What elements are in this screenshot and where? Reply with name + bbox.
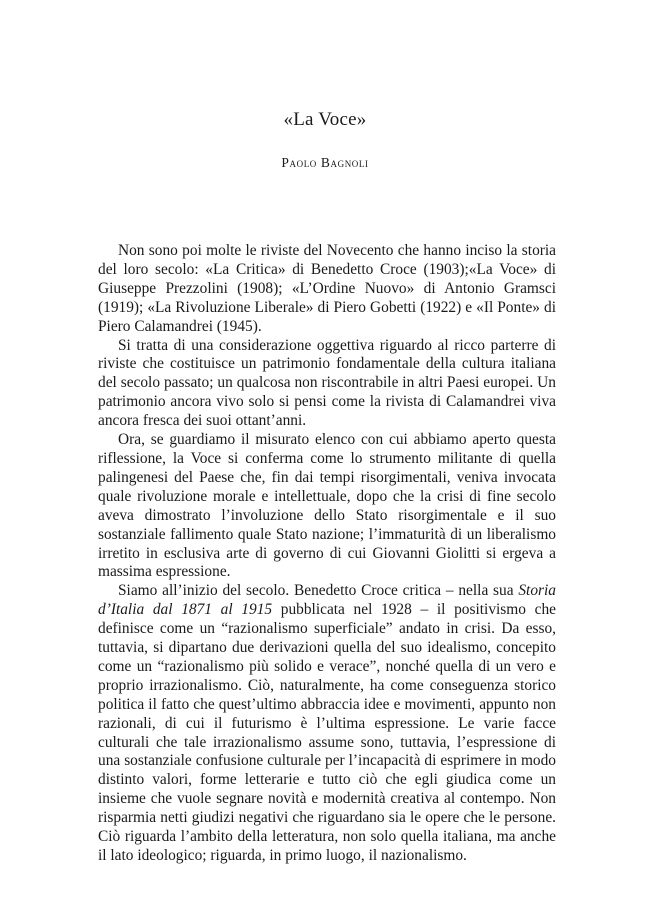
paragraph-3: Ora, se guardiamo il misurato elenco con cui abbiamo aperto questa riflessione, la Voce si conferma come lo strumento militante di quella palingenesi del Paese che, fin dai tempi risorgimentali, veniva invocata quale rivoluzione morale e intellettuale, dopo che la crisi di fine secolo aveva dimostrato l’involuzione dello Stato risorgimentale e il suo sostanziale fallimento quale Stato nazione; l’immaturità di un liberalismo irretito in esclusiva arte di governo di cui Giovanni Giolitti si ergeva a massima espressione. [98, 431, 556, 581]
paragraph-4-text-before: Siamo all’inizio del secolo. Benedetto Croce critica – nella sua [118, 582, 519, 600]
paragraph-4 [98, 582, 556, 866]
article-body [98, 242, 556, 866]
paragraph-1: Non sono poi molte le riviste del Novecento che hanno inciso la storia del loro secolo: «La Critica» di Benedetto Croce (1903);«La Voce» di Giuseppe Prezzolini (1908); «L’Ordine Nuovo» di Antonio Gramsci (1919); «La Rivoluzione Liberale» di Piero Gobetti (1922) e «Il Ponte» di Piero Calamandrei (1945). [98, 242, 556, 335]
author-name: Paolo Bagnoli [281, 155, 369, 170]
book-title-italic: Storia d’Italia dal 1871 al 1915 [98, 582, 556, 619]
paragraph-2: Si tratta di una considerazione oggettiva riguardo al ricco parterre di riviste che costituisce un patrimonio fondamentale della cultura italiana del secolo passato; un qualcosa non riscontrabile in altri Paesi europei. Un patrimonio ancora vivo solo si pensi come la rivista di Calamandrei viva ancora fresca dei suoi ottant’anni. [98, 336, 556, 430]
paragraph-4-text-after: pubblicata nel 1928 – il positivismo che definisce come un “razionalismo superficiale” andato in crisi. Da esso, tuttavia, si dipartano due derivazioni quella del suo idealismo, concepito come un “razionalismo più solido e verace”, nonché quella di un vero e proprio irrazionalismo. Ciò, naturalmente, ha come conseguenza storico politica il fatto che quest’ultimo abbraccia idee e movimenti, appunto non razionali, di cui il futurismo è l’ultima espressione. Le varie facce culturali che tale irrazionalismo assume sono, tuttavia, l’espressione di una sostanziale confusione culturale per l’incapacità di esprimere in modo distinto valori, forme letterarie e tutto ciò che egli giudica come un insieme che vuole segnare novità e modernità creativa al contempo. Non risparmia netti giudizi negativi che riguardano sia le opere che le persone. Ciò riguarda l’ambito della letteratura, non solo quella italiana, ma anche il lato ideologico; riguarda, in primo luogo, il nazionalismo. [98, 601, 556, 864]
article-title: «La Voce» [283, 109, 367, 130]
